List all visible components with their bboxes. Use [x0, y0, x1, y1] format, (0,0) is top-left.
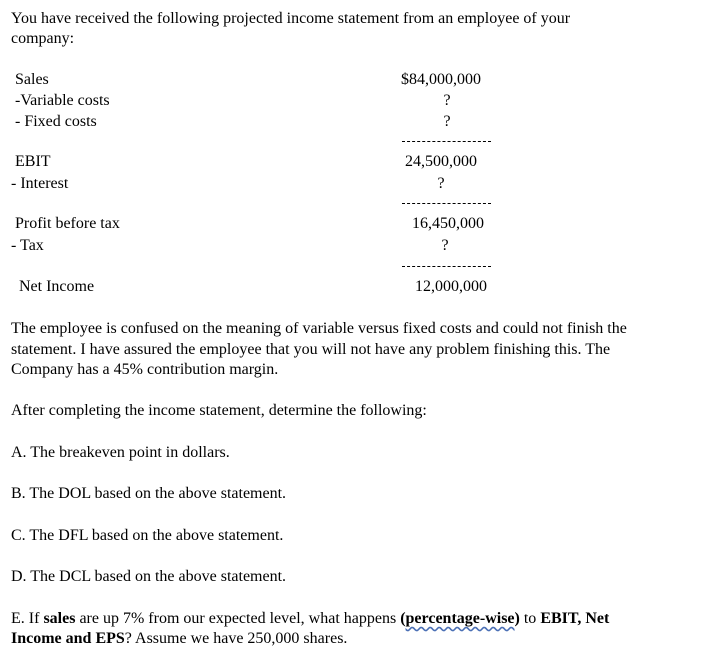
question-e-paren-close: ) — [514, 610, 520, 627]
profit-before-tax-label: Profit before tax — [15, 215, 120, 232]
interest-value: ? — [437, 175, 445, 192]
question-e-part-3: to — [519, 610, 541, 627]
instruction: After completing the income statement, determine the following: — [11, 402, 427, 419]
tax-value: ? — [441, 237, 449, 254]
fixed-costs-label: - Fixed costs — [15, 113, 97, 130]
question-b: B. The DOL based on the above statement. — [11, 485, 287, 502]
question-a: A. The breakeven point in dollars. — [11, 444, 230, 461]
net-income-value: 12,000,000 — [415, 278, 487, 295]
ebit-value: 24,500,000 — [405, 153, 477, 170]
question-e-part-4: ? Assume we have 250,000 shares. — [124, 630, 348, 647]
question-e-sales: sales — [43, 610, 76, 627]
variable-costs-value: ? — [443, 92, 451, 109]
question-e-income-eps: Income and EPS — [11, 630, 125, 647]
tax-label: - Tax — [11, 237, 44, 254]
question-e-percentage-wise: percentage-wise — [405, 610, 515, 627]
paragraph-line-1: The employee is confused on the meaning of variable versus fixed costs and could not finish the — [11, 320, 627, 337]
profit-before-tax-value: 16,450,000 — [412, 215, 484, 232]
intro-line-2: company: — [11, 30, 75, 47]
fixed-costs-value: ? — [443, 113, 451, 130]
question-e-paren-open: ( — [400, 610, 406, 627]
question-c: C. The DFL based on the above statement. — [11, 527, 284, 544]
ebit-label: EBIT — [15, 153, 51, 170]
separator-3 — [402, 266, 491, 267]
net-income-label: Net Income — [19, 278, 95, 295]
paragraph-line-3: Company has a 45% contribution margin. — [11, 361, 279, 378]
sales-label: Sales — [15, 71, 49, 88]
question-d: D. The DCL based on the above statement. — [11, 568, 287, 585]
interest-label: - Interest — [11, 175, 69, 192]
question-e-ebit-net: EBIT, Net — [540, 610, 610, 627]
question-e-part-2: are up 7% from our expected level, what happens — [75, 610, 401, 627]
question-e-part-1: E. If — [11, 610, 44, 627]
sales-value: $84,000,000 — [401, 71, 481, 88]
question-e — [11, 609, 711, 649]
separator-2 — [402, 203, 491, 204]
separator-1 — [402, 141, 491, 142]
paragraph-line-2: statement. I have assured the employee that you will not have any problem finishing this. The — [11, 341, 611, 358]
intro-line-1: You have received the following projected income statement from an employee of your — [11, 10, 571, 27]
variable-costs-label: -Variable costs — [15, 92, 110, 109]
